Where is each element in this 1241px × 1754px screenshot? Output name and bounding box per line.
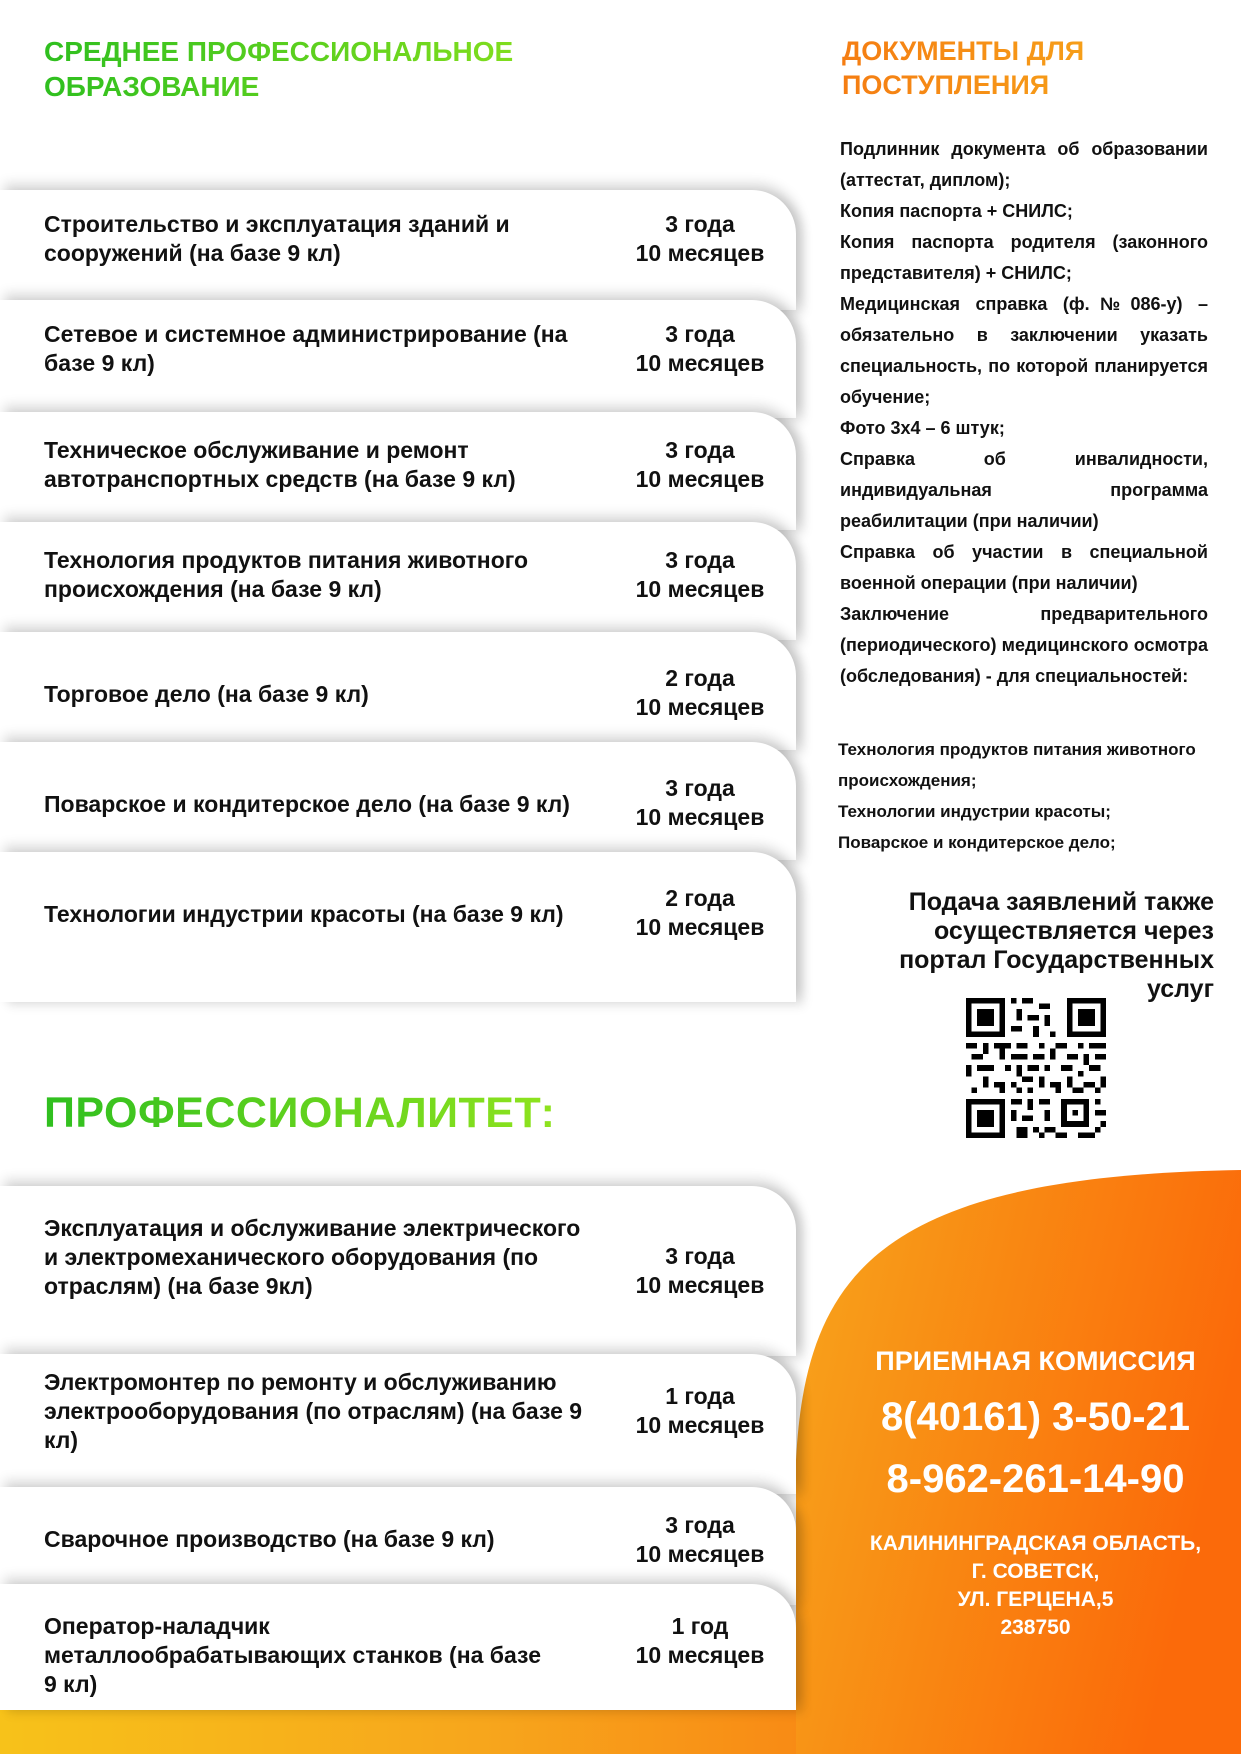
document-item: Справка об участии в специальной военной операции (при наличии) <box>840 542 1208 593</box>
program-card <box>0 190 796 310</box>
qr-code-icon[interactable] <box>966 998 1106 1138</box>
program-card <box>0 522 796 640</box>
mobile-number[interactable]: 8-962-261-14-90 <box>886 1457 1185 1501</box>
documents-title: ДОКУМЕНТЫ ДЛЯ ПОСТУПЛЕНИЯ <box>842 34 1222 102</box>
specialty-item: Технологии индустрии красоты; <box>838 802 1111 821</box>
specialty-item: Технология продуктов питания животного происхождения; <box>838 740 1196 790</box>
program-card <box>0 852 796 1002</box>
duration-years: 3 года <box>665 547 735 573</box>
program-name: Электромонтер по ремонту и обслуживанию электрооборудования (по отраслям) (на базе 9 кл) <box>44 1369 583 1453</box>
program-duration <box>620 884 780 942</box>
program-card <box>0 300 796 418</box>
duration-years: 3 года <box>665 437 735 463</box>
spo-title: СРЕДНЕЕ ПРОФЕССИОНАЛЬНОЕ ОБРАЗОВАНИЕ <box>44 34 604 104</box>
professionalitet-title: ПРОФЕССИОНАЛИТЕТ: <box>44 1089 556 1137</box>
duration-years: 1 года <box>665 1383 735 1409</box>
portal-note: Подача заявлений также осуществляется через портал Государственных услуг <box>899 888 1214 1003</box>
document-item: Медицинская справка (ф.№086-у) – обязательно в заключении указать специальность, по которой планируется обучение; <box>840 294 1208 407</box>
program-duration <box>620 1242 780 1300</box>
duration-years: 3 года <box>665 1243 735 1269</box>
program-name: Строительство и эксплуатация зданий и сооружений (на базе 9 кл) <box>44 211 510 266</box>
admission-label: ПРИЕМНАЯ КОМИССИЯ <box>875 1346 1196 1376</box>
program-name: Технология продуктов питания животного происхождения (на базе 9 кл) <box>44 547 529 602</box>
program-card <box>0 1186 796 1356</box>
program-name: Техническое обслуживание и ремонт автотранспортных средств (на базе 9 кл) <box>44 437 516 492</box>
program-name: Сварочное производство (на базе 9 кл) <box>44 1526 495 1552</box>
program-duration <box>620 1612 780 1670</box>
program-card <box>0 1354 796 1494</box>
program-duration <box>620 320 780 378</box>
duration-years: 3 года <box>665 211 735 237</box>
program-duration <box>620 1511 780 1569</box>
duration-months: 10 месяцев <box>635 804 765 830</box>
program-name: Поварское и кондитерское дело (на базе 9 кл) <box>44 791 570 817</box>
program-name: Оператор-наладчик металлообрабатывающих станков (на базе 9 кл) <box>44 1613 541 1697</box>
program-duration <box>620 210 780 268</box>
duration-years: 2 года <box>665 665 735 691</box>
medical-specialties-list <box>838 734 1218 858</box>
duration-years: 3 года <box>665 321 735 347</box>
program-name: Сетевое и системное администрирование (на базе 9 кл) <box>44 321 568 376</box>
address-postcode: 238750 <box>1000 1616 1071 1639</box>
program-card <box>0 632 796 750</box>
duration-years: 3 года <box>665 775 735 801</box>
duration-years: 1 год <box>671 1613 729 1639</box>
duration-months: 10 месяцев <box>635 350 765 376</box>
document-item: Копия паспорта родителя (законного представителя) + СНИЛС; <box>840 232 1208 283</box>
program-duration <box>620 664 780 722</box>
document-item: Заключение предварительного (периодического) медицинского осмотра (обследования) - для специальностей: <box>840 604 1208 686</box>
duration-months: 10 месяцев <box>635 1412 765 1438</box>
address <box>830 1530 1241 1642</box>
duration-months: 10 месяцев <box>635 1642 765 1668</box>
duration-months: 10 месяцев <box>635 1541 765 1567</box>
documents-list <box>840 134 1208 692</box>
duration-years: 2 года <box>665 885 735 911</box>
program-card <box>0 1584 796 1710</box>
address-city: Г. СОВЕТСК, <box>971 1560 1100 1583</box>
specialty-item: Поварское и кондитерское дело; <box>838 833 1116 852</box>
duration-months: 10 месяцев <box>635 914 765 940</box>
program-card <box>0 742 796 860</box>
document-item: Подлинник документа об образовании (аттестат, диплом); <box>840 139 1208 190</box>
duration-years: 3 года <box>665 1512 735 1538</box>
program-duration <box>620 1382 780 1440</box>
document-item: Фото 3х4 – 6 штук; <box>840 418 1005 438</box>
program-name: Эксплуатация и обслуживание электрического и электромеханического оборудования (по отраслям) (на базе 9кл) <box>44 1215 581 1299</box>
document-item: Копия паспорта + СНИЛС; <box>840 201 1073 221</box>
program-name: Технологии индустрии красоты (на базе 9 кл) <box>44 901 564 927</box>
program-duration <box>620 546 780 604</box>
duration-months: 10 месяцев <box>635 694 765 720</box>
address-street: УЛ. ГЕРЦЕНА,5 <box>957 1588 1114 1611</box>
admission-contacts <box>830 1344 1241 1642</box>
phone-number[interactable]: 8(40161) 3-50-21 <box>880 1395 1191 1439</box>
program-card <box>0 412 796 530</box>
duration-months: 10 месяцев <box>635 466 765 492</box>
program-duration <box>620 436 780 494</box>
address-region: КАЛИНИНГРАДСКАЯ ОБЛАСТЬ, <box>869 1532 1202 1555</box>
program-duration <box>620 774 780 832</box>
duration-months: 10 месяцев <box>635 240 765 266</box>
duration-months: 10 месяцев <box>635 576 765 602</box>
document-item: Справка об инвалидности, индивидуальная программа реабилитации (при наличии) <box>840 449 1208 531</box>
duration-months: 10 месяцев <box>635 1272 765 1298</box>
program-name: Торговое дело (на базе 9 кл) <box>44 681 369 707</box>
